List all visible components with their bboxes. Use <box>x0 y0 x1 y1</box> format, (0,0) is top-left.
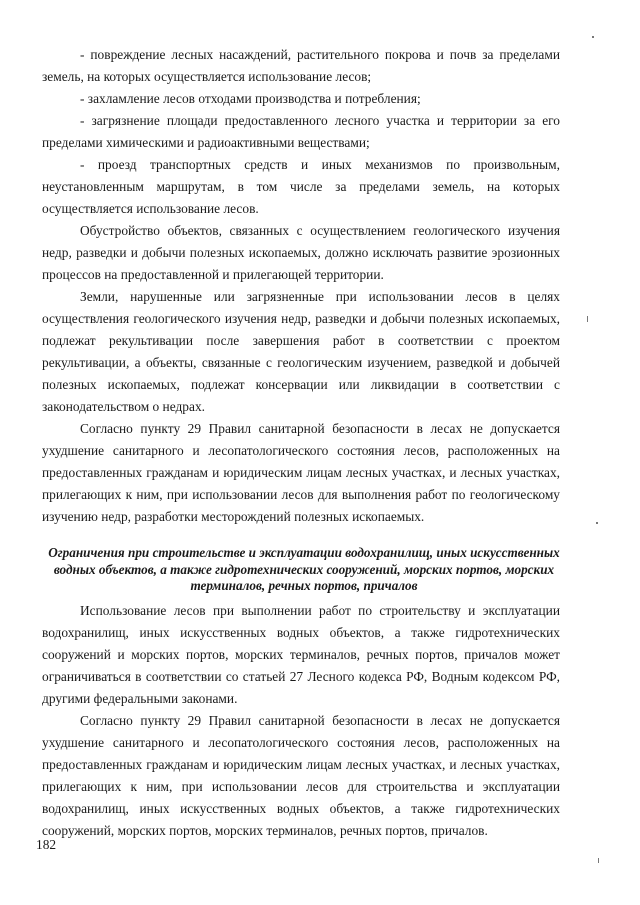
section-heading: Ограничения при строительстве и эксплуатации водохранилищ, иных искусственных водных объектов, а также гидротехнических сооружений, морских портов, морских терминалов, речных портов, причалов <box>48 545 560 593</box>
list-item-vehicles: - проезд транспортных средств и иных механизмов по произвольным, неустановленным маршрутам, в том числе за пределами земель, на которых осуществляется использование лесов. <box>42 157 560 216</box>
page-number: 182 <box>36 837 57 852</box>
paragraph-recultivation: Земли, нарушенные или загрязненные при использовании лесов в целях осуществления геологического изучения недр, разведки и добычи полезных ископаемых, подлежат рекультивации после завершения работ в соответствии с проектом рекультивации, а объекты, связанные с геологическим изучением, разведкой и добычей полезных ископаемых, подлежат консервации или ликвидации в соответствии с законодательством о недрах. <box>42 289 560 414</box>
list-item-damage: - повреждение лесных насаждений, растительного покрова и почв за пределами земель, на которых осуществляется использование лесов; <box>42 47 560 84</box>
scan-speck <box>587 316 588 322</box>
scan-speck <box>598 858 599 863</box>
scan-speck <box>596 522 598 524</box>
paragraph-sanitary-geology: Согласно пункту 29 Правил санитарной безопасности в лесах не допускается ухудшение санитарного и лесопатологического состояния лесов, расположенных на предоставленных гражданам и юридическим лицам лесных участках, и лесных участках, прилегающих к ним, при использовании лесов для выполнения работ по геологическому изучению недр, разработки месторождений полезных ископаемых. <box>42 421 560 524</box>
paragraph-sanitary-water: Согласно пункту 29 Правил санитарной безопасности в лесах не допускается ухудшение санитарного и лесопатологического состояния лесов, расположенных на предоставленных гражданам и юридическим лицам лесных участках, и лесных участках, прилегающих к ним, при использовании лесов для строительства и эксплуатации водохранилищ, иных искусственных водных объектов, а также гидротехнических сооружений, морских портов, морских терминалов, речных портов, причалов. <box>42 713 560 838</box>
list-item-pollution: - загрязнение площади предоставленного лесного участка и территории за его пределами химическими и радиоактивными веществами; <box>42 113 560 150</box>
list-item-littering: - захламление лесов отходами производства и потребления; <box>80 91 421 106</box>
paragraph-water-objects: Использование лесов при выполнении работ по строительству и эксплуатации водохранилищ, иных искусственных водных объектов, а также гидротехнических сооружений и морских портов, морских терминалов, речных портов, причалов может ограничиваться в соответствии со статьей 27 Лесного кодекса РФ, Водным кодексом РФ, другими федеральными законами. <box>42 603 560 706</box>
paragraph-erosion: Обустройство объектов, связанных с осуществлением геологического изучения недр, разведки и добычи полезных ископаемых, должно исключать развитие эрозионных процессов на предоставленной и прилегающей территории. <box>42 223 560 282</box>
scan-speck <box>592 36 594 38</box>
